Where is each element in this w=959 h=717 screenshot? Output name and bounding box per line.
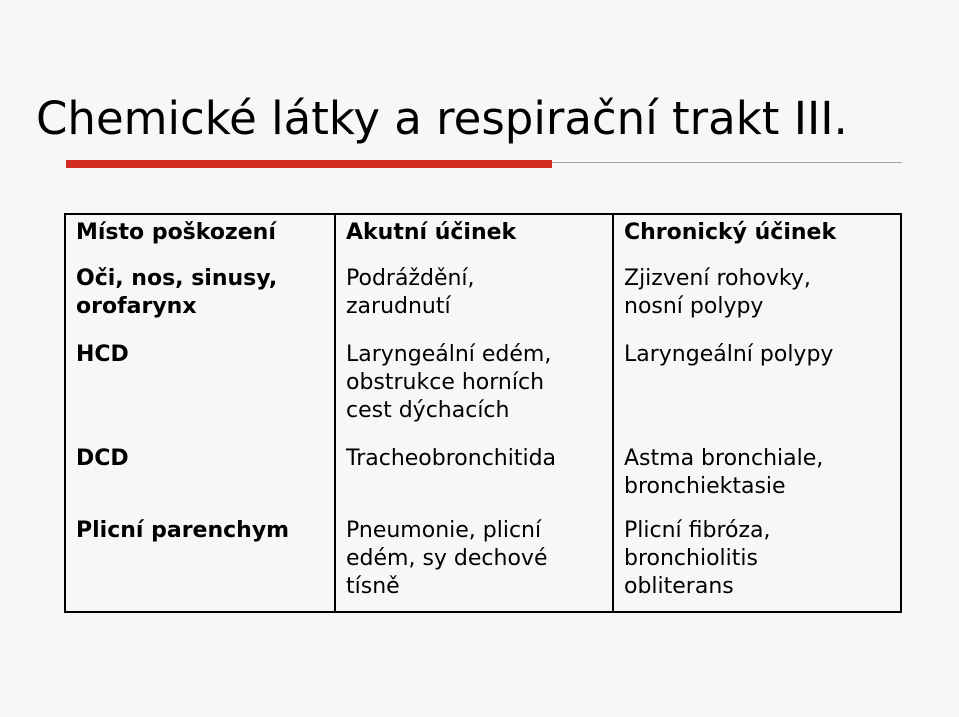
cell-chronic — [613, 513, 900, 611]
header-place: Místo poškození — [76, 220, 276, 245]
header-chronic: Chronický účinek — [613, 215, 900, 261]
cell-place-text: Plicní parenchym — [76, 518, 290, 543]
cell-chronic — [613, 441, 900, 513]
cell-chronic-text: Zjizvení rohovky, nosní polypy — [624, 266, 811, 319]
effects-table — [66, 215, 900, 611]
cell-acute-text: Podráždění, zarudnutí — [346, 266, 475, 319]
table-row — [66, 513, 900, 611]
cell-acute-text: Pneumonie, plicní edém, sy dechové tísně — [346, 518, 548, 599]
cell-place — [66, 441, 335, 513]
table-row — [66, 337, 900, 441]
effects-table-frame — [64, 213, 902, 613]
table-row — [66, 261, 900, 337]
title-underline — [66, 160, 902, 168]
cell-acute — [335, 261, 613, 337]
cell-place-text: Oči, nos, sinusy, orofarynx — [76, 266, 278, 319]
table-header-row — [66, 215, 900, 261]
cell-acute — [335, 441, 613, 513]
slide-title: Chemické látky a respirační trakt III. — [36, 92, 848, 145]
cell-acute — [335, 337, 613, 441]
cell-place — [66, 513, 335, 611]
cell-place — [66, 261, 335, 337]
cell-place-text: HCD — [76, 342, 129, 367]
cell-place — [66, 337, 335, 441]
cell-chronic — [613, 337, 900, 441]
title-underline-red-bar — [66, 160, 552, 168]
table-row — [66, 441, 900, 513]
cell-chronic — [613, 261, 900, 337]
cell-place-text: DCD — [76, 446, 129, 471]
cell-acute-text: Tracheobronchitida — [346, 446, 557, 471]
cell-chronic-text: Plicní fibróza, bronchiolitis obliterans — [624, 518, 771, 599]
cell-acute-text: Laryngeální edém, obstrukce horních cest dýchacích — [346, 342, 552, 423]
header-acute: Akutní účinek — [335, 215, 613, 261]
cell-chronic-text: Laryngeální polypy — [624, 342, 834, 367]
cell-acute — [335, 513, 613, 611]
cell-chronic-text: Astma bronchiale, bronchiektasie — [624, 446, 824, 499]
